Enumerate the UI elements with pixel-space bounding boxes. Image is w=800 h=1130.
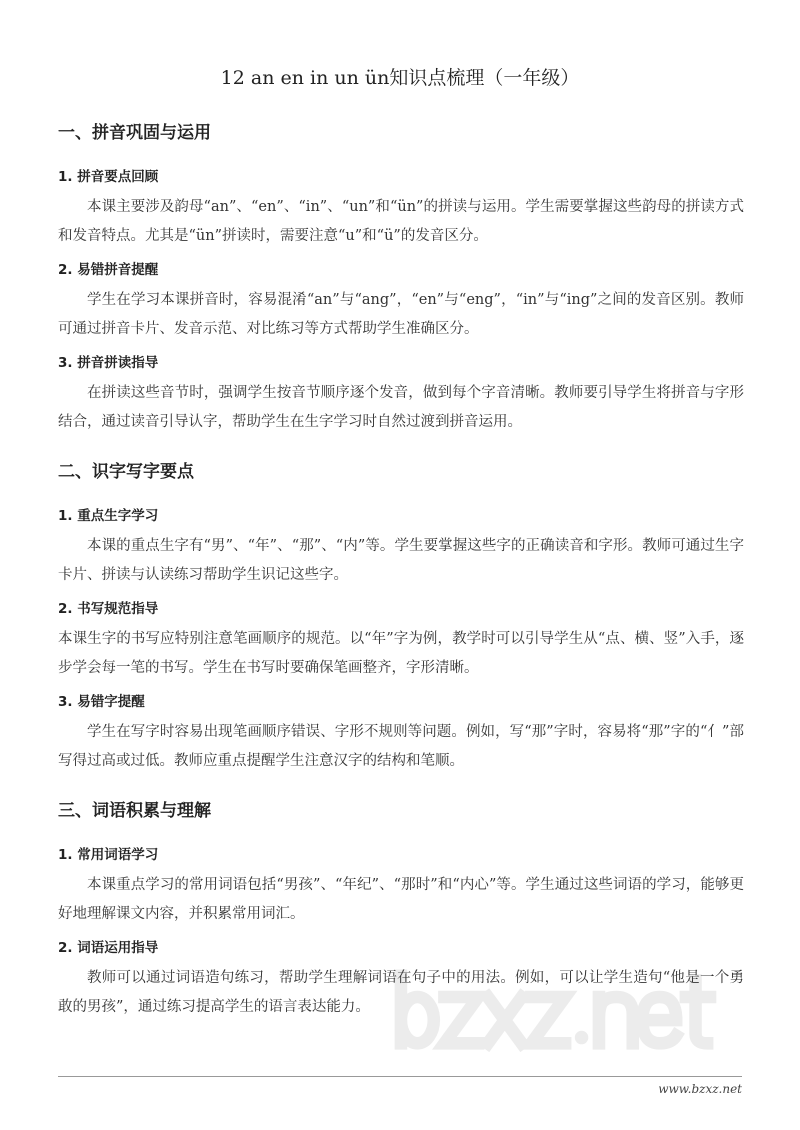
paragraph: 本课的重点生字有“男”、“年”、“那”、“内”等。学生要掌握这些字的正确读音和字形。教师可通过生字卡片、拼读与认读练习帮助学生识记这些字。 [58,538,744,583]
paragraph: 学生在学习本课拼音时，容易混淆“an”与“ang”，“en”与“eng”，“in”与“ing”之间的发音区别。教师可通过拼音卡片、发音示范、对比练习等方式帮助学生准确区分。 [58,292,744,337]
watermark-dot [575,1031,589,1045]
footer-url: www.bzxz.net [658,1082,742,1096]
subsection-heading: 3. 拼音拼读指导 [58,355,159,371]
subsection-heading: 2. 易错拼音提醒 [58,262,159,278]
subsection-heading: 1. 拼音要点回顾 [58,169,159,185]
paragraph: 教师可以通过词语造句练习，帮助学生理解词语在句子中的用法。例如，可以让学生造句“他是一个勇敢的男孩”，通过练习提高学生的语言表达能力。 [58,970,744,1015]
footer-divider [58,1076,742,1077]
subsection-heading: 3. 易错字提醒 [58,694,145,710]
section-heading: 三、词语积累与理解 [58,801,211,821]
paragraph: 学生在写字时容易出现笔画顺序错误、字形不规则等问题。例如，写“那”字时，容易将“那”字的“亻”部写得过高或过低。教师应重点提醒学生注意汉字的结构和笔顺。 [58,724,744,769]
section-heading: 二、识字写字要点 [58,462,194,482]
subsection-heading: 1. 重点生字学习 [58,508,159,524]
section-heading: 一、拼音巩固与运用 [58,123,211,143]
paragraph: 在拼读这些音节时，强调学生按音节顺序逐个发音，做到每个字音清晰。教师要引导学生将拼音与字形结合，通过读音引导认字，帮助学生在生字学习时自然过渡到拼音运用。 [58,385,744,430]
document-body [58,66,744,1022]
subsection-heading: 2. 书写规范指导 [58,601,159,617]
paragraph: 本课主要涉及韵母“an”、“en”、“in”、“un”和“ün”的拼读与运用。学生需要掌握这些韵母的拼读方式和发音特点。尤其是“ün”拼读时，需要注意“u”和“ü”的发音区分。 [58,199,744,244]
subsection-heading: 1. 常用词语学习 [58,847,159,863]
paragraph: 本课生字的书写应特别注意笔画顺序的规范。以“年”字为例，教学时可以引导学生从“点、横、竖”入手，逐步学会每一笔的书写。学生在书写时要确保笔画整齐，字形清晰。 [58,631,744,676]
page-title: 12 an en in un ün知识点梳理（一年级） [220,67,580,89]
paragraph: 本课重点学习的常用词语包括“男孩”、“年纪”、“那时”和“内心”等。学生通过这些词语的学习，能够更好地理解课文内容，并积累常用词汇。 [58,877,744,922]
subsection-heading: 2. 词语运用指导 [58,940,159,956]
